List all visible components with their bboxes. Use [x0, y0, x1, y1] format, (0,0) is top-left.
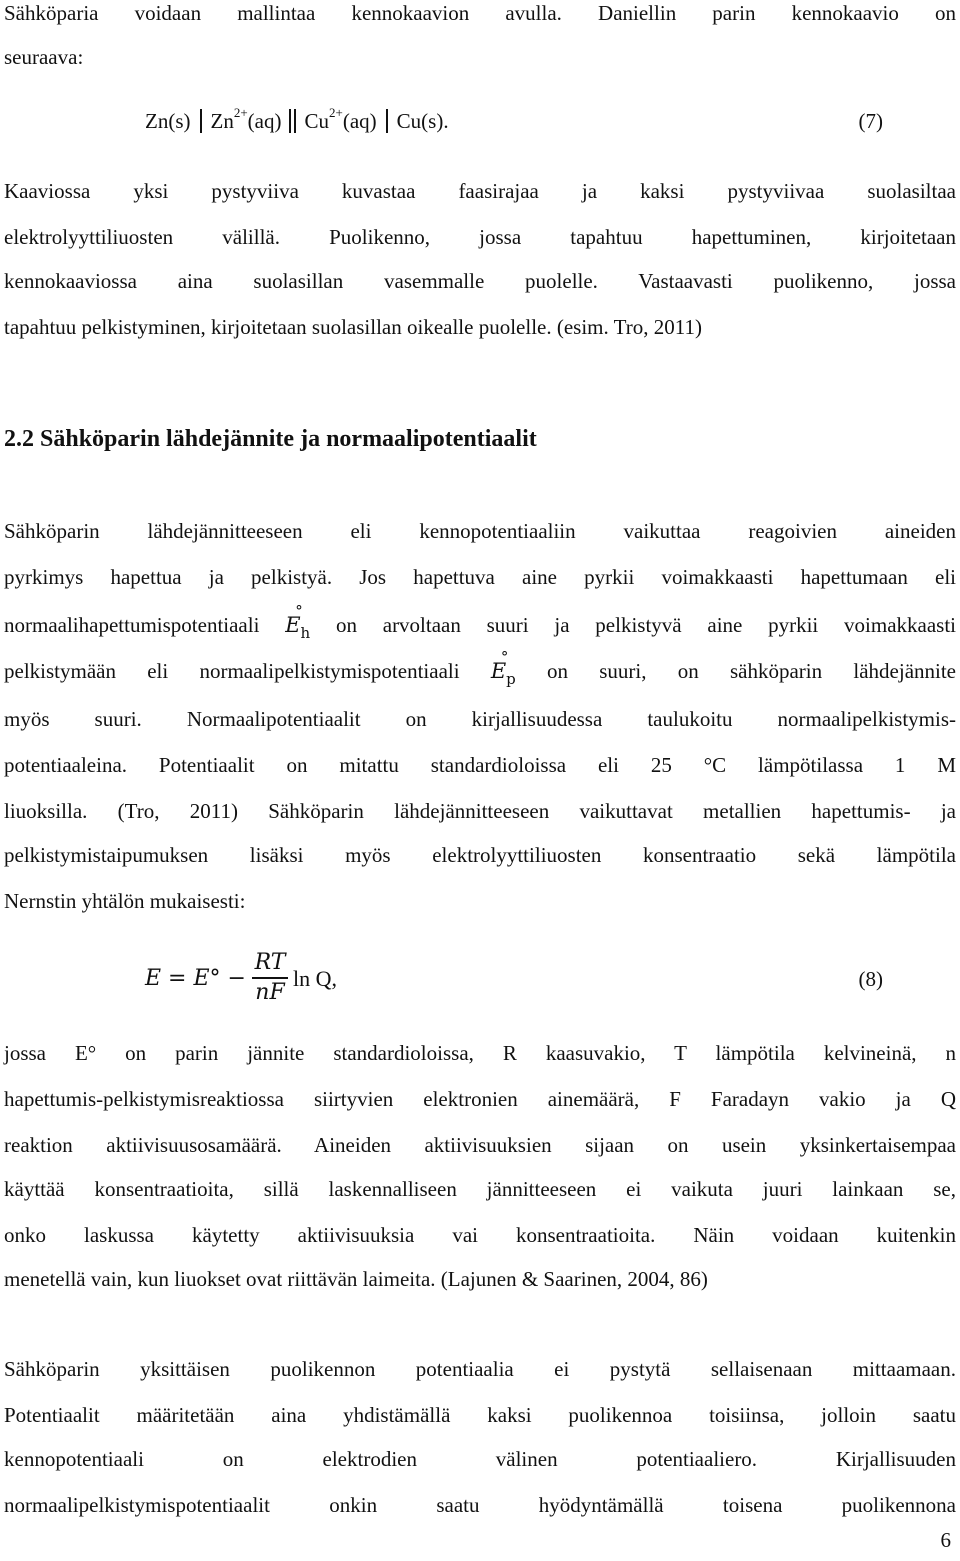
inline-text: on arvoltaan suuri ja pelkistyvä aine pyrkii voimakkaasti [335, 613, 957, 637]
equation-number: (7) [858, 109, 883, 133]
paragraph-line: pyrkimys hapettua ja pelkistyä. Jos hapettuva aine pyrkii voimakkaasti hapettumaan eli [4, 565, 956, 589]
paragraph-line: elektrolyyttiliuosten välillä. Puolikenno, jossa tapahtuu hapettuminen, kirjoitetaan [4, 225, 956, 249]
paragraph-line [4, 602, 957, 642]
cathode-solid: Cu(s). [396, 109, 449, 133]
paragraph-line: reaktion aktiivisuusosamäärä. Aineiden aktiivisuuksien sijaan on usein yksinkertaisempaa [4, 1133, 956, 1157]
anode-ion-state: (aq) [247, 109, 282, 133]
fraction-denominator: nF [255, 980, 285, 1005]
oxidation-potential-symbol: E ° $_h$ [285, 602, 311, 642]
paragraph-line: normaalipelkistymispotentiaalit onkin saatu hyödyntämällä toisena puolikennona [4, 1493, 956, 1517]
cathode-ion-charge: 2+ [329, 105, 343, 120]
paragraph-line: tapahtuu pelkistyminen, kirjoitetaan suolasillan oikealle puolelle. (esim. Tro, 2011) [4, 315, 702, 339]
fraction-numerator: RT [254, 950, 286, 975]
paragraph-line [4, 648, 957, 688]
inline-text: on suuri, on sähköparin lähdejännite [547, 659, 957, 683]
anode-ion-charge: 2+ [233, 105, 248, 120]
paragraph-line: kennokaaviossa aina suolasillan vasemmalle puolelle. Vastaavasti puolikenno, jossa [4, 269, 956, 293]
cell-diagram-expression [145, 107, 449, 135]
paragraph-line: pelkistymistaipumuksen lisäksi myös elektrolyyttiliuosten konsentraatio sekä lämpötila [4, 843, 956, 867]
paragraph-line: liuoksilla. (Tro, 2011) Sähköparin lähdejännitteeseen vaikuttavat metallien hapettumis- ja [4, 799, 956, 823]
phase-boundary-icon [386, 109, 388, 133]
anode-solid: Zn(s) [145, 109, 191, 133]
paragraph-line: onko laskussa käytetty aktiivisuuksia vai konsentraatioita. Näin voidaan kuitenkin [4, 1223, 956, 1247]
reduction-potential-symbol: E ° $_p$ [490, 648, 516, 688]
paragraph-line: Sähköparia voidaan mallintaa kennokaavion avulla. Daniellin parin kennokaavio on [4, 1, 956, 25]
paragraph-line: Kaaviossa yksi pystyviiva kuvastaa faasirajaa ja kaksi pystyviivaa suolasiltaa [4, 179, 956, 203]
paragraph-line: seuraava: [4, 45, 84, 69]
nernst-rhs: ln Q, [293, 966, 337, 991]
page-number: 6 [940, 1528, 951, 1552]
paragraph-line: käyttää konsentraatioita, sillä laskennalliseen jännitteeseen ei vaikuta juuri lainkaan se, [4, 1177, 956, 1201]
cathode-ion-state: (aq) [342, 109, 377, 133]
paragraph-line: potentiaaleina. Potentiaalit on mitattu standardioloissa eli 25 °C lämpötilassa 1 M [4, 753, 956, 777]
nernst-lhs: E = E° − [145, 966, 246, 991]
paragraph-line: Potentiaalit määritetään aina yhdistämällä kaksi puolikennoa toisiinsa, jolloin saatu [4, 1403, 956, 1427]
nernst-fraction [252, 950, 288, 1006]
paragraph-line: jossa E° on parin jännite standardioloissa, R kaasuvakio, T lämpötila kelvineinä, n [4, 1041, 956, 1065]
paragraph-line: myös suuri. Normaalipotentiaalit on kirjallisuudessa taulukoitu normaalipelkistymis- [4, 707, 956, 731]
nernst-equation [0, 950, 960, 1010]
fraction-bar [252, 977, 288, 979]
anode-ion: Zn [210, 109, 234, 133]
section-heading: 2.2 Sähköparin lähdejännite ja normaalipotentiaalit [4, 426, 537, 452]
cathode-ion: Cu [304, 109, 329, 133]
paragraph-line: Sähköparin yksittäisen puolikennon potentiaalia ei pystytä sellaisenaan mittaamaan. [4, 1357, 956, 1381]
paragraph-line: hapettumis-pelkistymisreaktiossa siirtyvien elektronien ainemäärä, F Faradayn vakio ja Q [4, 1087, 956, 1111]
paragraph-line: kennopotentiaali on elektrodien välinen potentiaaliero. Kirjallisuuden [4, 1447, 956, 1471]
phase-boundary-icon [200, 109, 202, 133]
paragraph-line: menetellä vain, kun liuokset ovat riittävän laimeita. (Lajunen & Saarinen, 2004, 86) [4, 1267, 708, 1291]
paragraph-line: Nernstin yhtälön mukaisesti: [4, 889, 246, 913]
paragraph-line: Sähköparin lähdejännitteeseen eli kennopotentiaaliin vaikuttaa reagoivien aineiden [4, 519, 956, 543]
inline-text: normaalihapettumispotentiaali [4, 613, 260, 637]
equation-number: (8) [858, 967, 883, 991]
cell-diagram-equation [0, 107, 960, 137]
salt-bridge-icon [289, 109, 296, 133]
inline-text: pelkistymään eli normaalipelkistymispotentiaali [4, 659, 460, 683]
